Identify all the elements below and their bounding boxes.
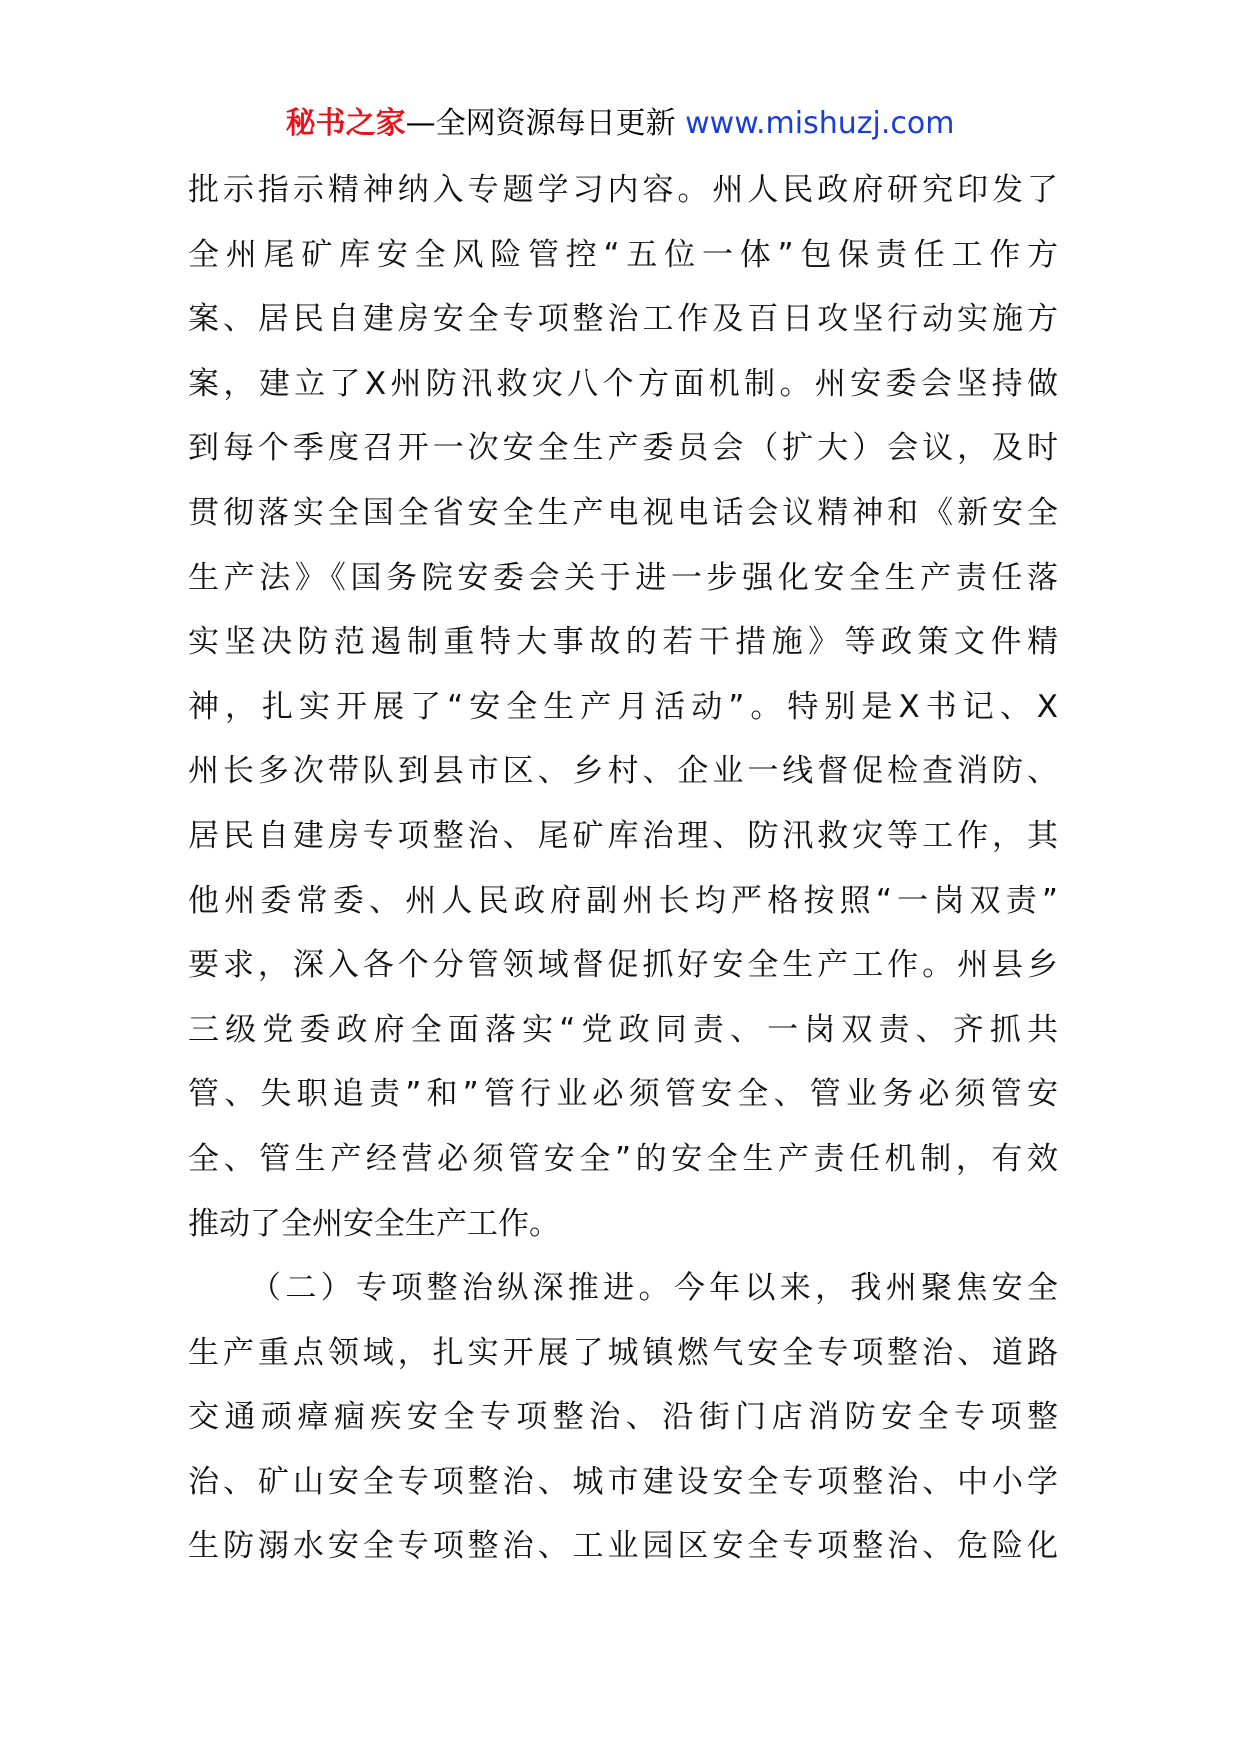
paragraph-1 — [188, 158, 1058, 1256]
text-line: 居民自建房专项整治、尾矿库治理、防汛救灾等工作，其 — [188, 817, 1058, 854]
text-line: 治、矿山安全专项整治、城市建设安全专项整治、中小学 — [188, 1463, 1058, 1500]
text-line: 三级党委政府全面落实“党政同责、一岗双责、齐抓共 — [188, 1011, 1058, 1048]
text-line: 全、管生产经营必须管安全”的安全生产责任机制，有效 — [188, 1140, 1058, 1177]
text-line: 神，扎实开展了“安全生产月活动”。特别是X书记、X — [188, 688, 1058, 725]
text-line: 实坚决防范遏制重特大事故的若干措施》等政策文件精 — [188, 624, 1058, 661]
text-line: 生产法》《国务院安委会关于进一步强化安全生产责任落 — [188, 559, 1058, 596]
paragraph-2 — [188, 1256, 1058, 1579]
site-url-link[interactable]: www.mishuzj.com — [685, 106, 955, 141]
text-line: 管、失职追责”和”管行业必须管安全、管业务必须管安 — [188, 1076, 1058, 1113]
site-brand: 秘书之家 — [285, 106, 406, 141]
text-line: 生产重点领域，扎实开展了城镇燃气安全专项整治、道路 — [188, 1334, 1058, 1371]
document-body — [188, 158, 1058, 1579]
site-header — [0, 98, 1240, 150]
text-line: 全州尾矿库安全风险管控“五位一体”包保责任工作方 — [188, 236, 1058, 273]
text-line: 州长多次带队到县市区、乡村、企业一线督促检查消防、 — [188, 753, 1058, 790]
text-line: 交通顽瘴痼疾安全专项整治、沿街门店消防安全专项整 — [188, 1399, 1058, 1436]
text-line: 到每个季度召开一次安全生产委员会（扩大）会议，及时 — [188, 430, 1058, 467]
text-line: 案、居民自建房安全专项整治工作及百日攻坚行动实施方 — [188, 301, 1058, 338]
text-line: 案，建立了X州防汛救灾八个方面机制。州安委会坚持做 — [188, 365, 1058, 402]
text-line: 他州委常委、州人民政府副州长均严格按照“一岗双责” — [188, 882, 1058, 919]
text-line: 要求，深入各个分管领域督促抓好安全生产工作。州县乡 — [188, 947, 1058, 984]
text-line: 贯彻落实全国全省安全生产电视电话会议精神和《新安全 — [188, 494, 1058, 531]
text-line: 推动了全州安全生产工作。 — [188, 1205, 560, 1242]
site-tagline: —全网资源每日更新 — [405, 106, 676, 141]
text-line: 生防溺水安全专项整治、工业园区安全专项整治、危险化 — [188, 1528, 1058, 1565]
text-line: 批示指示精神纳入专题学习内容。州人民政府研究印发了 — [188, 172, 1058, 208]
text-line: （二）专项整治纵深推进。今年以来，我州聚焦安全 — [250, 1270, 1058, 1307]
